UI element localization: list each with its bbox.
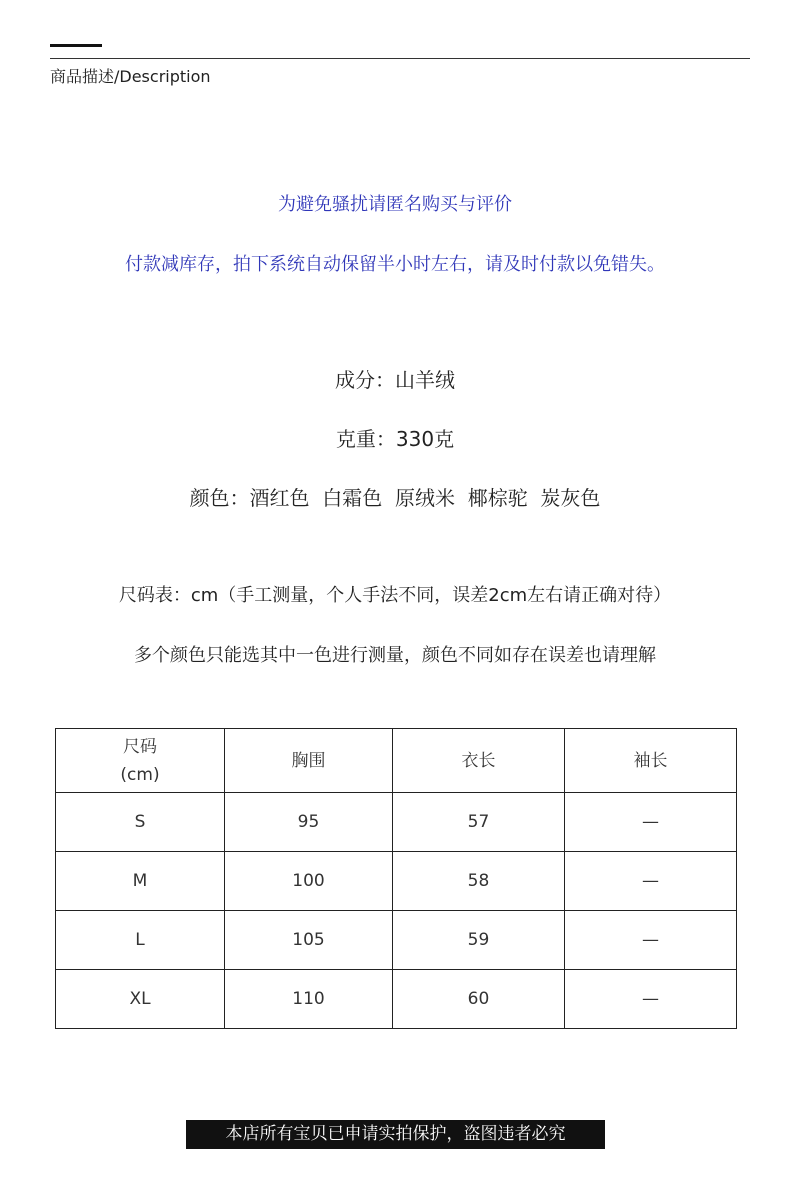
cell-size: S [56,793,225,852]
size-note-color: 多个颜色只能选其中一色进行测量，颜色不同如存在误差也请理解 [134,645,656,666]
header-sleeve: 袖长 [565,729,737,793]
cell-sleeve: — [565,852,737,911]
table-row [56,793,737,852]
cell-sleeve: — [565,793,737,852]
cell-size: L [56,911,225,970]
table-row [56,852,737,911]
header-size-label: 尺码 [123,736,157,757]
section-title: 商品描述/Description [50,67,211,86]
cell-chest: 110 [225,970,393,1029]
notice-anonymous: 为避免骚扰请匿名购买与评价 [278,194,512,215]
header-size-unit: (cm) [120,764,160,785]
table-row [56,911,737,970]
cell-chest: 95 [225,793,393,852]
header-length: 衣长 [393,729,565,793]
cell-length: 59 [393,911,565,970]
cell-length: 60 [393,970,565,1029]
notice-payment: 付款减库存，拍下系统自动保留半小时左右，请及时付款以免错失。 [125,254,665,275]
copyright-banner: 本店所有宝贝已申请实拍保护，盗图违者必究 [186,1120,605,1149]
header-divider [50,58,750,59]
header-accent-bar [50,44,102,47]
spec-colors: 颜色：酒红色 白霜色 原绒米 椰棕驼 炭灰色 [189,486,601,510]
size-table [55,728,737,1029]
header-size [56,729,225,793]
cell-chest: 100 [225,852,393,911]
cell-size: M [56,852,225,911]
table-header-row [56,729,737,793]
spec-composition: 成分：山羊绒 [335,368,455,392]
table-row [56,970,737,1029]
cell-sleeve: — [565,970,737,1029]
cell-length: 58 [393,852,565,911]
cell-size: XL [56,970,225,1029]
cell-sleeve: — [565,911,737,970]
size-note-measurement: 尺码表：cm（手工测量，个人手法不同，误差2cm左右请正确对待） [118,585,672,606]
header-chest: 胸围 [225,729,393,793]
spec-weight: 克重：330克 [335,427,455,451]
cell-chest: 105 [225,911,393,970]
cell-length: 57 [393,793,565,852]
